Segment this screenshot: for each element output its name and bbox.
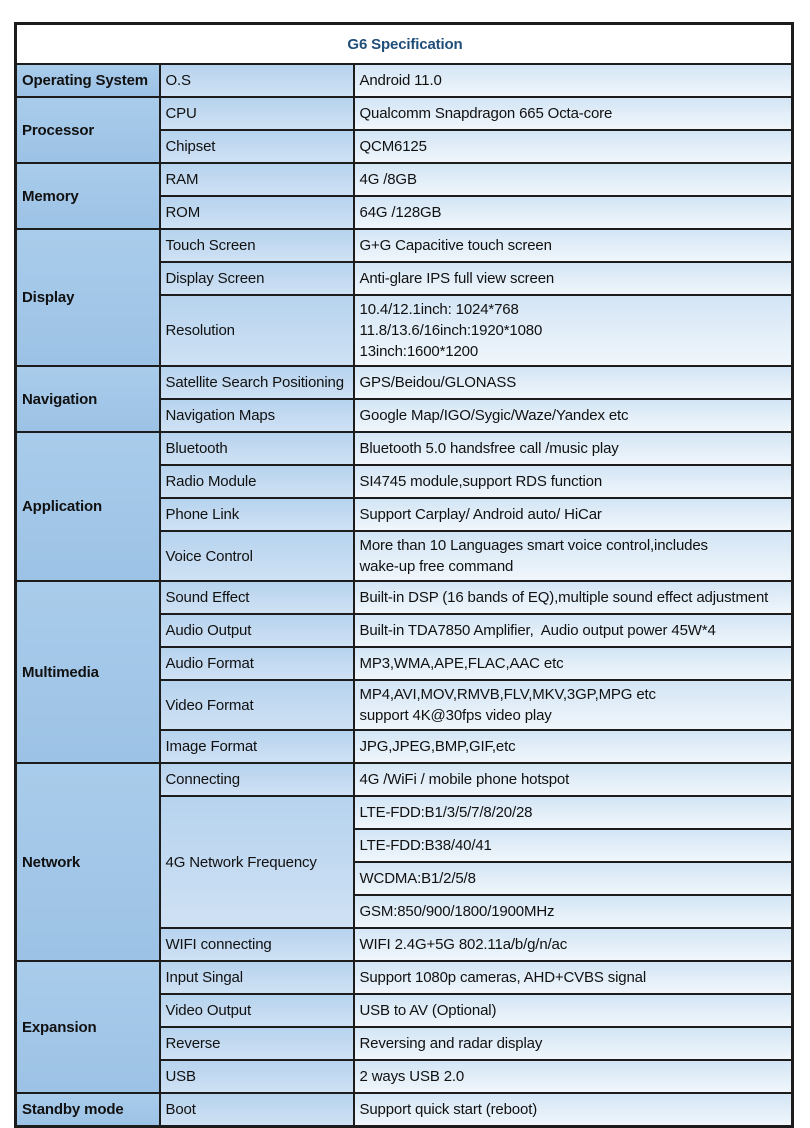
item-cell: Video Output (160, 994, 354, 1027)
category-cell: Expansion (16, 961, 160, 1093)
value-cell: Google Map/IGO/Sygic/Waze/Yandex etc (354, 399, 793, 432)
value-cell: WIFI 2.4G+5G 802.11a/b/g/n/ac (354, 928, 793, 961)
value-cell (354, 680, 793, 730)
value-cell: Support Carplay/ Android auto/ HiCar (354, 498, 793, 531)
page-title: G6 Specification (16, 24, 793, 65)
item-cell: Display Screen (160, 262, 354, 295)
spec-row (16, 432, 793, 465)
value-line: 11.8/13.6/16inch:1920*1080 (359, 322, 543, 339)
item-cell: Audio Output (160, 614, 354, 647)
value-cell: Reversing and radar display (354, 1027, 793, 1060)
category-cell: Display (16, 229, 160, 366)
item-cell: RAM (160, 163, 354, 196)
value-line: 10.4/12.1inch: 1024*768 (359, 301, 519, 318)
value-cell: Built-in DSP (16 bands of EQ),multiple sound effect adjustment (354, 581, 793, 614)
value-cell: Support 1080p cameras, AHD+CVBS signal (354, 961, 793, 994)
value-cell: JPG,JPEG,BMP,GIF,etc (354, 730, 793, 763)
spec-row (16, 1093, 793, 1126)
spec-row (16, 163, 793, 196)
value-line: MP4,AVI,MOV,RMVB,FLV,MKV,3GP,MPG etc (359, 686, 656, 703)
value-cell: 64G /128GB (354, 196, 793, 229)
item-cell: Input Singal (160, 961, 354, 994)
value-cell: 2 ways USB 2.0 (354, 1060, 793, 1093)
value-cell: Bluetooth 5.0 handsfree call /music play (354, 432, 793, 465)
spec-table-body (16, 24, 793, 1127)
item-cell: Video Format (160, 680, 354, 730)
item-cell: WIFI connecting (160, 928, 354, 961)
value-cell: Built-in TDA7850 Amplifier, Audio output power 45W*4 (354, 614, 793, 647)
value-cell (354, 531, 793, 581)
category-cell: Application (16, 432, 160, 581)
value-cell: Anti-glare IPS full view screen (354, 262, 793, 295)
item-cell: Image Format (160, 730, 354, 763)
item-cell: Satellite Search Positioning (160, 366, 354, 399)
value-cell: MP3,WMA,APE,FLAC,AAC etc (354, 647, 793, 680)
item-cell: USB (160, 1060, 354, 1093)
value-cell: Qualcomm Snapdragon 665 Octa-core (354, 97, 793, 130)
spec-row (16, 366, 793, 399)
item-cell: Touch Screen (160, 229, 354, 262)
item-cell: Phone Link (160, 498, 354, 531)
item-cell: Reverse (160, 1027, 354, 1060)
value-line: 13inch:1600*1200 (359, 343, 479, 360)
item-cell: Resolution (160, 295, 354, 366)
spec-row (16, 64, 793, 97)
value-cell: G+G Capacitive touch screen (354, 229, 793, 262)
category-cell: Multimedia (16, 581, 160, 763)
value-cell: USB to AV (Optional) (354, 994, 793, 1027)
spec-row (16, 763, 793, 796)
category-cell: Network (16, 763, 160, 961)
item-cell: 4G Network Frequency (160, 796, 354, 928)
category-cell: Navigation (16, 366, 160, 432)
item-cell: Boot (160, 1093, 354, 1126)
category-cell: Memory (16, 163, 160, 229)
item-cell: Chipset (160, 130, 354, 163)
value-cell (354, 295, 793, 366)
specification-table (14, 22, 794, 1128)
category-cell: Standby mode (16, 1093, 160, 1126)
value-cell: Android 11.0 (354, 64, 793, 97)
value-line: wake-up free command (359, 558, 514, 575)
item-cell: CPU (160, 97, 354, 130)
value-cell: 4G /WiFi / mobile phone hotspot (354, 763, 793, 796)
spec-row (16, 961, 793, 994)
title-row (16, 24, 793, 65)
value-line: support 4K@30fps video play (359, 707, 552, 724)
item-cell: Bluetooth (160, 432, 354, 465)
value-cell: LTE-FDD:B1/3/5/7/8/20/28 (354, 796, 793, 829)
item-cell: Connecting (160, 763, 354, 796)
value-cell: GPS/Beidou/GLONASS (354, 366, 793, 399)
item-cell: Voice Control (160, 531, 354, 581)
value-cell: SI4745 module,support RDS function (354, 465, 793, 498)
item-cell: Sound Effect (160, 581, 354, 614)
spec-row (16, 97, 793, 130)
value-cell: WCDMA:B1/2/5/8 (354, 862, 793, 895)
category-cell: Operating System (16, 64, 160, 97)
value-cell: LTE-FDD:B38/40/41 (354, 829, 793, 862)
item-cell: Audio Format (160, 647, 354, 680)
item-cell: Navigation Maps (160, 399, 354, 432)
item-cell: O.S (160, 64, 354, 97)
spec-row (16, 229, 793, 262)
spec-row (16, 581, 793, 614)
item-cell: ROM (160, 196, 354, 229)
value-cell: GSM:850/900/1800/1900MHz (354, 895, 793, 928)
item-cell: Radio Module (160, 465, 354, 498)
category-cell: Processor (16, 97, 160, 163)
value-cell: 4G /8GB (354, 163, 793, 196)
value-cell: Support quick start (reboot) (354, 1093, 793, 1126)
value-line: More than 10 Languages smart voice control,includes (359, 537, 708, 554)
value-cell: QCM6125 (354, 130, 793, 163)
